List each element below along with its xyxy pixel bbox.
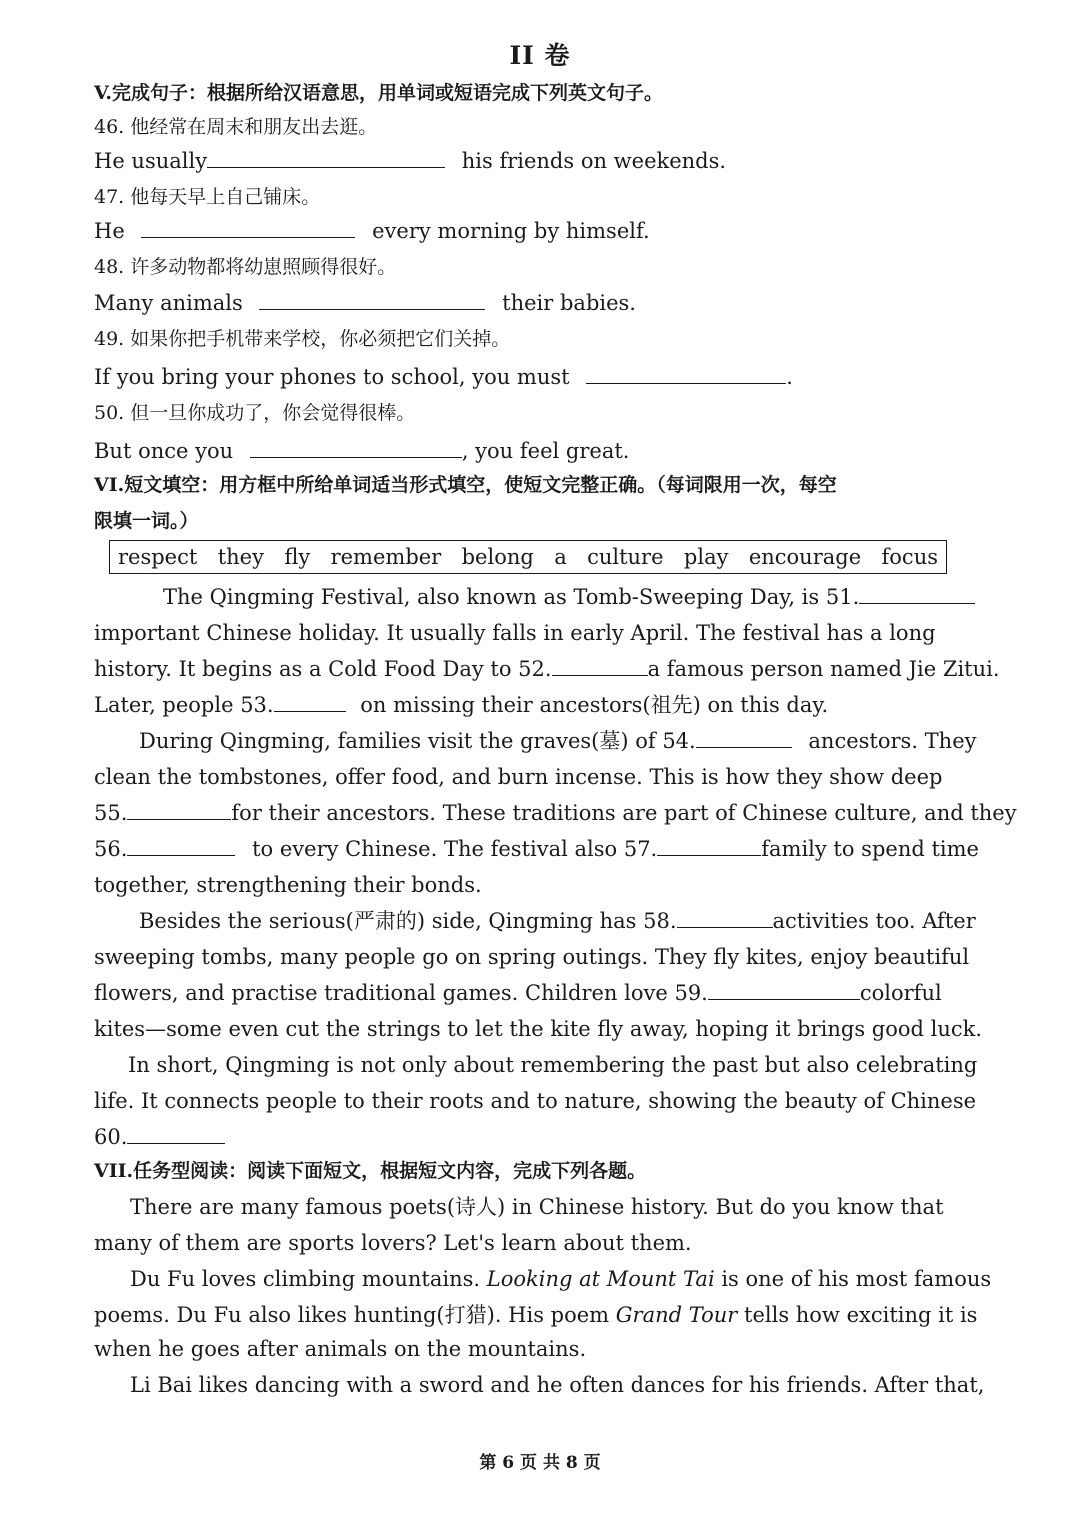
q59-blank[interactable] bbox=[708, 979, 860, 1000]
q47-blank[interactable] bbox=[141, 217, 355, 238]
word-box-item: focus bbox=[881, 545, 938, 569]
q57-blank[interactable] bbox=[657, 835, 761, 856]
passage-line: sweeping tombs, many people go on spring outings. They fly kites, enjoy beautiful bbox=[94, 945, 970, 969]
q50-sentence: But once you , you feel great. bbox=[94, 439, 630, 463]
passage-line: The Qingming Festival, also known as Tomb-Sweeping Day, is 51. bbox=[163, 582, 975, 612]
passage-line: poems. Du Fu also likes hunting(打猎). His poem Grand Tour tells how exciting it is bbox=[94, 1303, 978, 1327]
q46-blank[interactable] bbox=[207, 147, 445, 168]
passage-line: history. It begins as a Cold Food Day to 52. a famous person named Jie Zitui. bbox=[94, 657, 1000, 681]
word-box-item: encourage bbox=[748, 545, 862, 569]
q51-blank[interactable] bbox=[859, 583, 975, 604]
q48-chinese: 48. 许多动物都将幼崽照顾得很好。 bbox=[94, 256, 397, 278]
word-box-item: culture bbox=[587, 545, 664, 569]
passage-line: kites—some even cut the strings to let the kite fly away, hoping it brings good luck. bbox=[94, 1017, 983, 1041]
word-box-item: they bbox=[217, 545, 264, 569]
word-box-item: a bbox=[554, 545, 567, 569]
q49-chinese: 49. 如果你把手机带来学校，你必须把它们关掉。 bbox=[94, 328, 511, 350]
q54-blank[interactable] bbox=[696, 727, 792, 748]
page-title: II 卷 bbox=[509, 41, 571, 70]
q56-blank[interactable] bbox=[127, 835, 235, 856]
q53-blank[interactable] bbox=[274, 691, 346, 712]
passage-line: together, strengthening their bonds. bbox=[94, 873, 482, 897]
passage-line: 56. to every Chinese. The festival also 57. family to spend time bbox=[94, 837, 979, 861]
q47-sentence: He every morning by himself. bbox=[94, 219, 650, 243]
passage-line: many of them are sports lovers? Let's learn about them. bbox=[94, 1231, 692, 1255]
section6-heading-line1: VI.短文填空：用方框中所给单词适当形式填空，使短文完整正确。（每词限用一次，每空 bbox=[94, 474, 837, 496]
poem-title: Grand Tour bbox=[615, 1303, 738, 1327]
q60-blank[interactable] bbox=[127, 1123, 225, 1144]
q49-sentence: If you bring your phones to school, you must . bbox=[94, 365, 793, 389]
passage-line: Later, people 53. on missing their ancestors(祖先) on this day. bbox=[94, 693, 829, 717]
q58-blank[interactable] bbox=[677, 907, 773, 928]
q46-chinese: 46. 他经常在周末和朋友出去逛。 bbox=[94, 116, 378, 138]
q48-sentence: Many animals their babies. bbox=[94, 291, 636, 315]
section7-heading: VII.任务型阅读：阅读下面短文，根据短文内容，完成下列各题。 bbox=[94, 1160, 647, 1182]
word-box-item: fly bbox=[284, 545, 311, 569]
word-box-item: respect bbox=[118, 545, 198, 569]
q50-blank[interactable] bbox=[250, 437, 462, 458]
passage-line: clean the tombstones, offer food, and burn incense. This is how they show deep bbox=[94, 765, 943, 789]
poem-title: Looking at Mount Tai bbox=[486, 1267, 715, 1291]
word-box bbox=[109, 540, 947, 574]
passage-line: Besides the serious(严肃的) side, Qingming has 58. activities too. After bbox=[139, 909, 976, 933]
word-box-item: belong bbox=[461, 545, 534, 569]
passage-line: 60. bbox=[94, 1122, 225, 1152]
passage-line: During Qingming, families visit the graves(墓) of 54. ancestors. They bbox=[139, 729, 977, 753]
q46-sentence: He usually his friends on weekends. bbox=[94, 149, 727, 173]
word-box-item: play bbox=[683, 545, 729, 569]
passage-line: Li Bai likes dancing with a sword and he often dances for his friends. After that, bbox=[130, 1373, 985, 1397]
passage-line: Du Fu loves climbing mountains. Looking at Mount Tai is one of his most famous bbox=[130, 1267, 992, 1291]
passage-line: life. It connects people to their roots and to nature, showing the beauty of Chinese bbox=[94, 1089, 977, 1113]
passage-line: In short, Qingming is not only about remembering the past but also celebrating bbox=[128, 1053, 978, 1077]
q55-blank[interactable] bbox=[127, 799, 231, 820]
q49-blank[interactable] bbox=[586, 363, 786, 384]
q48-blank[interactable] bbox=[259, 289, 485, 310]
q52-blank[interactable] bbox=[552, 655, 648, 676]
passage-line: when he goes after animals on the mountains. bbox=[94, 1337, 587, 1361]
section6-heading-line2: 限填一词。） bbox=[94, 510, 199, 532]
word-box-item: remember bbox=[330, 545, 442, 569]
q50-chinese: 50. 但一旦你成功了，你会觉得很棒。 bbox=[94, 402, 416, 424]
section5-heading: V.完成句子：根据所给汉语意思，用单词或短语完成下列英文句子。 bbox=[94, 82, 664, 104]
passage-line: important Chinese holiday. It usually falls in early April. The festival has a long bbox=[94, 621, 936, 645]
q47-chinese: 47. 他每天早上自己铺床。 bbox=[94, 186, 321, 208]
passage-line: There are many famous poets(诗人) in Chinese history. But do you know that bbox=[130, 1195, 944, 1219]
passage-line: 55. for their ancestors. These traditions are part of Chinese culture, and they bbox=[94, 801, 1017, 825]
page-footer: 第 6 页 共 8 页 bbox=[479, 1453, 601, 1473]
passage-line: flowers, and practise traditional games. Children love 59. colorful bbox=[94, 981, 942, 1005]
